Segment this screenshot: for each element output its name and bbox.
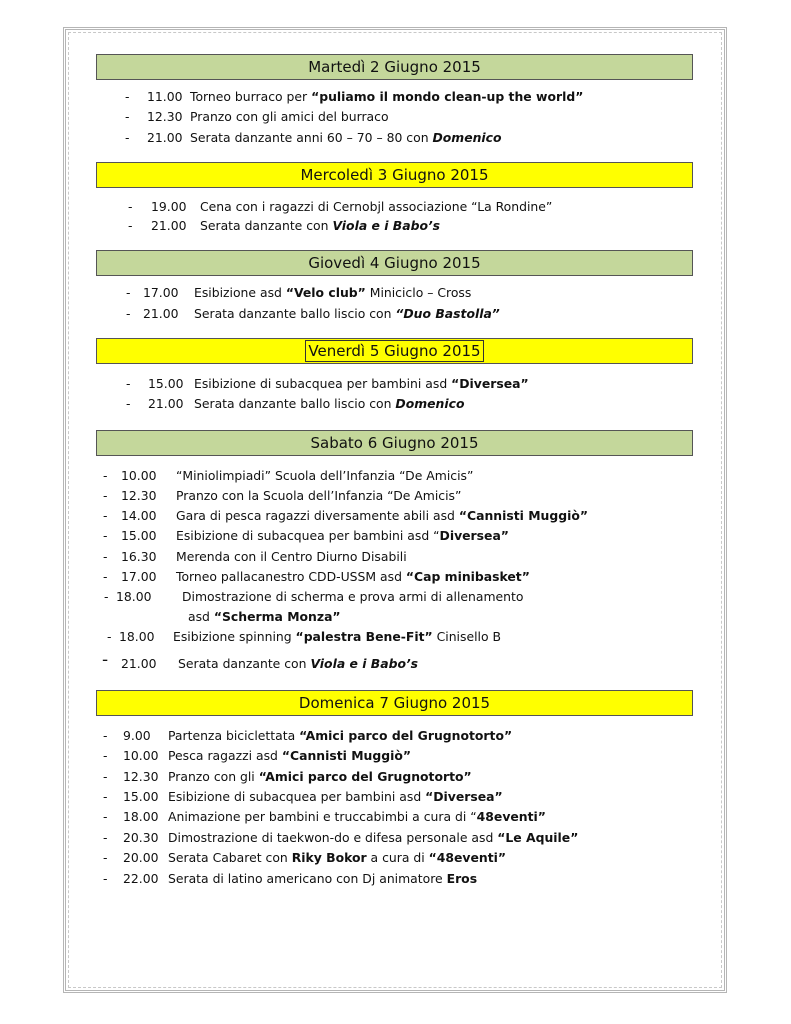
bullet-dash: - [103, 468, 108, 483]
event-text: Pranzo con la Scuola dell’Infanzia “De Amicis” [176, 488, 462, 503]
bullet-dash: - [103, 850, 108, 865]
event-time: 12.30 [123, 769, 159, 784]
bullet-dash: - [125, 130, 130, 145]
event-text: Partenza biciclettata [168, 728, 300, 743]
event-time: 21.00 [151, 218, 187, 233]
event-text: Esibizione asd [194, 285, 286, 300]
event-description [168, 809, 546, 825]
event-description [176, 468, 473, 484]
event-description [194, 376, 529, 392]
event-text: Pranzo con gli [168, 769, 259, 784]
event-text: asd [188, 609, 214, 624]
event-time: 16.30 [121, 549, 157, 564]
day-header-domenica [96, 690, 693, 716]
event-time: 14.00 [121, 508, 157, 523]
bullet-dash: - [104, 589, 109, 604]
event-continuation [188, 609, 341, 625]
event-description [168, 789, 503, 805]
event-description [176, 528, 509, 544]
event-text: Eros [446, 871, 478, 886]
event-time: 11.00 [147, 89, 183, 104]
bullet-dash: - [103, 508, 108, 523]
event-text: “Diversea” [451, 376, 529, 391]
event-description [176, 508, 588, 524]
event-time: 19.00 [151, 199, 187, 214]
event-text: “Miniolimpiadi” Scuola dell’Infanzia “De Amicis” [176, 468, 474, 483]
bullet-dash: - [103, 488, 108, 503]
bullet-dash: - [103, 728, 108, 743]
event-description [182, 589, 523, 605]
event-text: Dimostrazione di taekwon-do e difesa personale asd [168, 830, 498, 845]
day-header-giovedi [96, 250, 693, 276]
event-text: Riky Bokor [291, 850, 367, 865]
bullet-dash: - [128, 218, 133, 233]
event-description [176, 488, 461, 504]
event-description [168, 769, 472, 785]
day-title: Mercoledì 3 Giugno 2015 [300, 166, 489, 184]
event-time: 15.00 [123, 789, 159, 804]
event-text: “palestra Bene-Fit” [295, 629, 433, 644]
event-text: Torneo pallacanestro CDD-USSM asd [176, 569, 406, 584]
event-text: “Cannisti Muggiò” [458, 508, 588, 523]
event-description [168, 748, 411, 764]
event-text: “Amici parco del Grugnotorto” [258, 769, 472, 784]
event-text: “puliamo il mondo clean-up the world” [311, 89, 584, 104]
event-text: “Amici parco del Grugnotorto” [299, 728, 513, 743]
event-description [173, 629, 501, 645]
day-header-sabato [96, 430, 693, 456]
event-time: 12.30 [147, 109, 183, 124]
event-description [200, 218, 440, 234]
event-text: Domenico [432, 130, 502, 145]
event-description [190, 89, 583, 105]
day-header-mercoledi [96, 162, 693, 188]
event-text: “Cap minibasket” [405, 569, 530, 584]
bullet-dash: - [126, 306, 131, 321]
event-text: “Scherma Monza” [213, 609, 341, 624]
event-time: 22.00 [123, 871, 159, 886]
bullet-dash: - [107, 629, 112, 644]
bullet-dash: - [103, 549, 108, 564]
event-description [178, 656, 418, 672]
event-text: 48eventi” [476, 809, 546, 824]
event-time: 18.00 [119, 629, 155, 644]
event-text: Torneo burraco per [190, 89, 312, 104]
event-time: 18.00 [116, 589, 152, 604]
event-text: Merenda con il Centro Diurno Disabili [176, 549, 407, 564]
event-text: Animazione per bambini e truccabimbi a cura di “ [168, 809, 477, 824]
event-description [190, 130, 502, 146]
bullet-dash: - [125, 89, 130, 104]
event-text: Dimostrazione di scherma e prova armi di allenamento [182, 589, 524, 604]
event-text: “Velo club” [285, 285, 366, 300]
event-time: 10.00 [123, 748, 159, 763]
event-description [168, 728, 512, 744]
day-title: Sabato 6 Giugno 2015 [310, 434, 479, 452]
bullet-dash: - [103, 769, 108, 784]
event-text: Diversea” [439, 528, 509, 543]
event-text: Serata danzante ballo liscio con [194, 396, 396, 411]
event-text: “Diversea” [425, 789, 503, 804]
day-title: Venerdì 5 Giugno 2015 [305, 340, 483, 362]
event-text: Serata Cabaret con [168, 850, 292, 865]
bullet-dash: - [126, 376, 131, 391]
bullet-dash: - [126, 285, 131, 300]
event-text: Serata danzante anni 60 – 70 – 80 con [190, 130, 433, 145]
event-description [168, 871, 477, 887]
event-time: 21.00 [147, 130, 183, 145]
event-time: 20.30 [123, 830, 159, 845]
event-text: Miniciclo – Cross [365, 285, 472, 300]
event-description [194, 396, 464, 412]
event-text: Pranzo con gli amici del burraco [190, 109, 389, 124]
event-text: Esibizione di subacquea per bambini asd [194, 376, 452, 391]
event-description [168, 830, 578, 846]
event-description [194, 306, 500, 322]
day-title: Domenica 7 Giugno 2015 [298, 694, 491, 712]
day-header-martedi [96, 54, 693, 80]
bullet-dash: - [102, 650, 109, 670]
event-time: 21.00 [148, 396, 184, 411]
event-description [176, 569, 530, 585]
event-text: Esibizione di subacquea per bambini asd “ [176, 528, 440, 543]
event-text: Esibizione di subacquea per bambini asd [168, 789, 426, 804]
event-description [190, 109, 389, 125]
event-time: 17.00 [121, 569, 157, 584]
event-text: a cura di [366, 850, 429, 865]
event-time: 21.00 [121, 656, 157, 671]
event-time: 17.00 [143, 285, 179, 300]
event-text: Gara di pesca ragazzi diversamente abili asd [176, 508, 459, 523]
bullet-dash: - [103, 789, 108, 804]
event-text: “Le Aquile” [497, 830, 579, 845]
event-time: 12.30 [121, 488, 157, 503]
event-text: Serata danzante ballo liscio con [194, 306, 396, 321]
event-time: 20.00 [123, 850, 159, 865]
event-text: Serata di latino americano con Dj animatore [168, 871, 447, 886]
day-title: Martedì 2 Giugno 2015 [308, 58, 481, 76]
event-time: 15.00 [148, 376, 184, 391]
event-time: 9.00 [123, 728, 151, 743]
event-text: Cinisello B [432, 629, 501, 644]
event-description [194, 285, 471, 301]
bullet-dash: - [125, 109, 130, 124]
bullet-dash: - [103, 569, 108, 584]
event-text: Serata danzante con [178, 656, 311, 671]
bullet-dash: - [103, 748, 108, 763]
event-text: “Cannisti Muggiò” [281, 748, 411, 763]
event-text: Domenico [395, 396, 465, 411]
event-time: 18.00 [123, 809, 159, 824]
event-text: Viola e i Babo’s [310, 656, 419, 671]
event-description [168, 850, 506, 866]
event-time: 21.00 [143, 306, 179, 321]
bullet-dash: - [128, 199, 133, 214]
bullet-dash: - [103, 830, 108, 845]
event-time: 10.00 [121, 468, 157, 483]
bullet-dash: - [103, 528, 108, 543]
event-text: Pesca ragazzi asd [168, 748, 282, 763]
event-text: Viola e i Babo’s [332, 218, 441, 233]
bullet-dash: - [126, 396, 131, 411]
bullet-dash: - [103, 809, 108, 824]
event-text: Serata danzante con [200, 218, 333, 233]
day-header-venerdi [96, 338, 693, 364]
event-text: “48eventi” [428, 850, 507, 865]
event-description [176, 549, 407, 565]
event-text: Cena con i ragazzi di Cernobjl associazione “La Rondine” [200, 199, 553, 214]
event-text: “Duo Bastolla” [395, 306, 500, 321]
event-text: Esibizione spinning [173, 629, 296, 644]
bullet-dash: - [103, 871, 108, 886]
day-title: Giovedì 4 Giugno 2015 [308, 254, 481, 272]
event-time: 15.00 [121, 528, 157, 543]
event-description [200, 199, 552, 215]
